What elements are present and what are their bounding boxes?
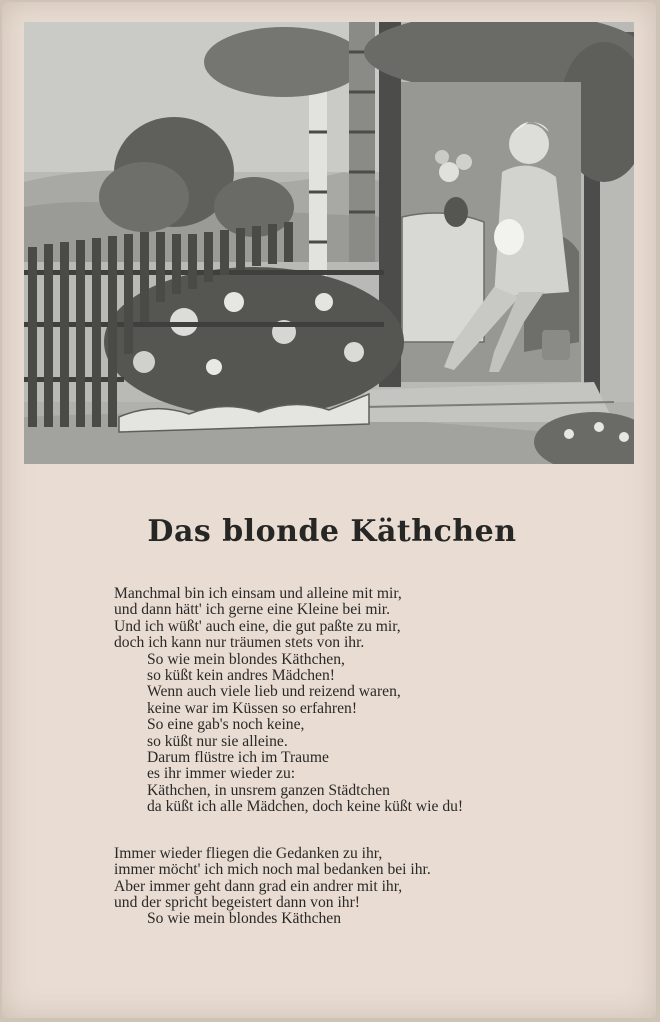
lyric-line: Manchmal bin ich einsam und alleine mit mir, bbox=[114, 585, 402, 602]
lyric-line: Wenn auch viele lieb und reizend waren, bbox=[147, 683, 401, 701]
lyric-line: Darum flüstre ich im Traume bbox=[147, 749, 329, 767]
lyric-line: Käthchen, in unsrem ganzen Städtchen bbox=[147, 781, 390, 799]
lyric-line: Und ich wüßt' auch eine, die gut paßte zu mir, bbox=[114, 617, 401, 635]
song-title: Das blonde Käthchen bbox=[147, 514, 517, 549]
garden-arbor-woman-knitting-icon bbox=[24, 22, 634, 464]
lyric-line: und dann hätt' ich gerne eine Kleine bei mir. bbox=[114, 601, 391, 619]
lyric-line: immer möcht' ich mich noch mal bedanken bei ihr. bbox=[114, 861, 431, 879]
lyric-line: doch ich kann nur träumen stets von ihr. bbox=[114, 634, 365, 652]
lyric-line: So eine gab's noch keine, bbox=[147, 716, 305, 734]
closing-line: So wie mein blondes Käthchen bbox=[147, 910, 342, 928]
lyric-line: keine war im Küssen so erfahren! bbox=[147, 699, 358, 717]
stanza-gap bbox=[114, 816, 584, 846]
lyric-line: und der spricht begeistert dann von ihr! bbox=[114, 893, 360, 911]
verse-2 bbox=[114, 846, 584, 912]
refrain bbox=[114, 652, 584, 816]
garden-illustration bbox=[24, 22, 634, 464]
lyric-line: es ihr immer wieder zu: bbox=[147, 765, 296, 783]
postcard bbox=[2, 2, 656, 1018]
lyric-line: so küßt nur sie alleine. bbox=[147, 732, 288, 750]
lyric-line: So wie mein blondes Käthchen, bbox=[147, 650, 345, 668]
lyric-line: da küßt ich alle Mädchen, doch keine küßt wie du! bbox=[147, 798, 464, 816]
lyric-line: so küßt kein andres Mädchen! bbox=[147, 667, 335, 685]
lyric-line: Aber immer geht dann grad ein andrer mit ihr, bbox=[114, 877, 403, 895]
song-lyrics bbox=[114, 586, 584, 928]
verse-1 bbox=[114, 586, 584, 652]
lyric-line: Immer wieder fliegen die Gedanken zu ihr, bbox=[114, 844, 383, 862]
